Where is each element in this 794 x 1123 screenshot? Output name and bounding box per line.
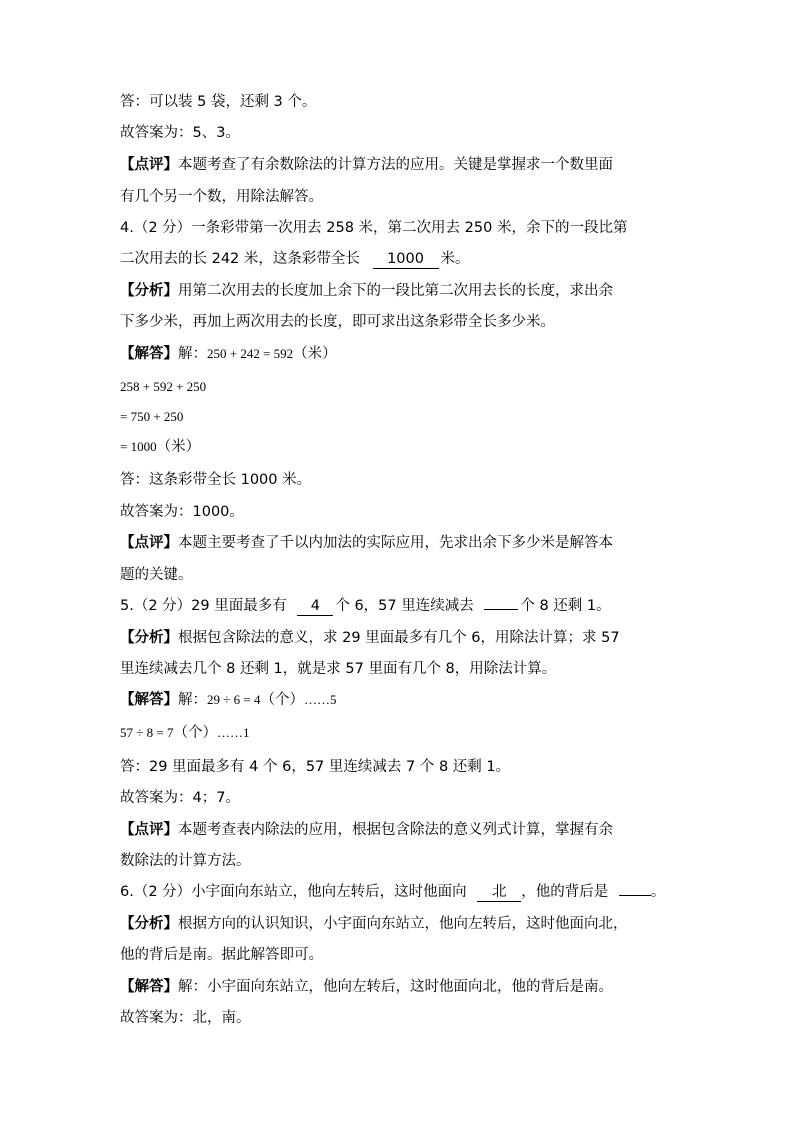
solution-line xyxy=(120,690,336,710)
answer-blank-5a: 4 xyxy=(297,597,333,616)
question-4-line-1: 4.（2 分）一条彩带第一次用去 258 米，第二次用去 250 米，余下的一段比第 xyxy=(120,220,628,236)
question-5-line xyxy=(120,596,611,616)
remainder: ……5 xyxy=(303,692,337,707)
section-tag: 【解答】 xyxy=(120,979,178,995)
analysis-line: 【分析】用第二次用去的长度加上余下的一段比第二次用去长的长度，求出余 xyxy=(120,283,613,299)
comment-line: 【点评】本题考查了有余数除法的计算方法的应用。关键是掌握求一个数里面 xyxy=(120,157,613,173)
answer-line: 答：这条彩带全长 1000 米。 xyxy=(120,472,312,488)
question-4-text: 二次用去的长 242 米，这条彩带全长 xyxy=(120,251,360,267)
section-tag: 【分析】 xyxy=(120,630,178,646)
comment-line-cont: 有几个另一个数，用除法解答。 xyxy=(120,189,323,205)
equation: 29 ÷ 6 = 4 xyxy=(207,692,261,707)
section-tag: 【点评】 xyxy=(120,157,178,173)
question-4-unit: 米。 xyxy=(440,251,470,267)
remainder: ……1 xyxy=(216,725,250,740)
section-tag: 【解答】 xyxy=(120,346,178,362)
equation-line: 258 + 592 + 250 xyxy=(120,379,207,394)
unit-label: （米） xyxy=(156,439,201,455)
solution-line xyxy=(120,344,337,364)
answer-line: 答：可以装 5 袋，还剩 3 个。 xyxy=(120,94,317,110)
answer-blank-6b xyxy=(619,895,651,896)
equation-line xyxy=(120,437,200,457)
final-answer-line: 故答案为：4；7。 xyxy=(120,790,240,806)
comment-line: 【点评】本题主要考查了千以内加法的实际应用，先求出余下多少米是解答本 xyxy=(120,535,613,551)
question-5-text-2: 个 6，57 里连续减去 xyxy=(335,598,474,614)
analysis-line-cont: 里连续减去几个 8 还剩 1，就是求 57 里面有几个 8，用除法计算。 xyxy=(120,661,557,677)
question-4-line-2 xyxy=(120,249,470,269)
equation: 250 + 242 = 592 xyxy=(207,346,294,361)
section-tag: 【分析】 xyxy=(120,283,178,299)
unit-label: （个） xyxy=(260,692,304,708)
comment-line-cont: 题的关键。 xyxy=(120,567,193,583)
question-6-text-2: ，他的背后是 xyxy=(521,884,609,900)
analysis-line-cont: 下多少米，再加上两次用去的长度，即可求出这条彩带全长多少米。 xyxy=(120,314,555,330)
final-answer-line: 故答案为：5、3。 xyxy=(120,125,240,141)
section-tag: 【点评】 xyxy=(120,535,178,551)
unit-label: （米） xyxy=(293,346,337,362)
section-tag: 【分析】 xyxy=(120,916,178,932)
solution-line: 【解答】解：小宇面向东站立，他向左转后，这时他面向北，他的背后是南。 xyxy=(120,979,613,995)
question-5-text-3: 个 8 还剩 1。 xyxy=(520,598,611,614)
analysis-line-cont: 他的背后是南。据此解答即可。 xyxy=(120,947,323,963)
answer-blank-6a: 北 xyxy=(477,883,521,902)
equation: = 1000 xyxy=(120,439,157,454)
equation: 57 ÷ 8 = 7 xyxy=(120,725,174,740)
analysis-line: 【分析】根据包含除法的意义，求 29 里面最多有几个 6，用除法计算；求 57 xyxy=(120,630,620,646)
analysis-line: 【分析】根据方向的认识知识，小宇面向东站立，他向左转后，这时他面向北， xyxy=(120,916,628,932)
comment-line: 【点评】本题考查表内除法的应用，根据包含除法的意义列式计算，掌握有余 xyxy=(120,822,613,838)
answer-line: 答：29 里面最多有 4 个 6，57 里连续减去 7 个 8 还剩 1。 xyxy=(120,759,511,775)
section-tag: 【解答】 xyxy=(120,692,178,708)
question-6-text: 6.（2 分）小宇面向东站立，他向左转后，这时他面向 xyxy=(120,884,467,900)
comment-line-cont: 数除法的计算方法。 xyxy=(120,853,251,869)
solution-label: 【解答】解： xyxy=(120,346,207,362)
equation-line: = 750 + 250 xyxy=(120,409,184,424)
final-answer-line: 故答案为：1000。 xyxy=(120,504,244,520)
question-5-text: 5.（2 分）29 里面最多有 xyxy=(120,598,287,614)
answer-blank-5b xyxy=(484,609,518,610)
unit-label: （个） xyxy=(173,725,217,741)
solution-label: 【解答】解： xyxy=(120,692,207,708)
section-tag: 【点评】 xyxy=(120,822,178,838)
answer-blank-4: 1000 xyxy=(373,250,439,269)
question-6-text-3: 。 xyxy=(650,884,666,900)
equation-line xyxy=(120,723,249,743)
final-answer-line: 故答案为：北，南。 xyxy=(120,1010,251,1026)
question-6-line xyxy=(120,882,665,902)
